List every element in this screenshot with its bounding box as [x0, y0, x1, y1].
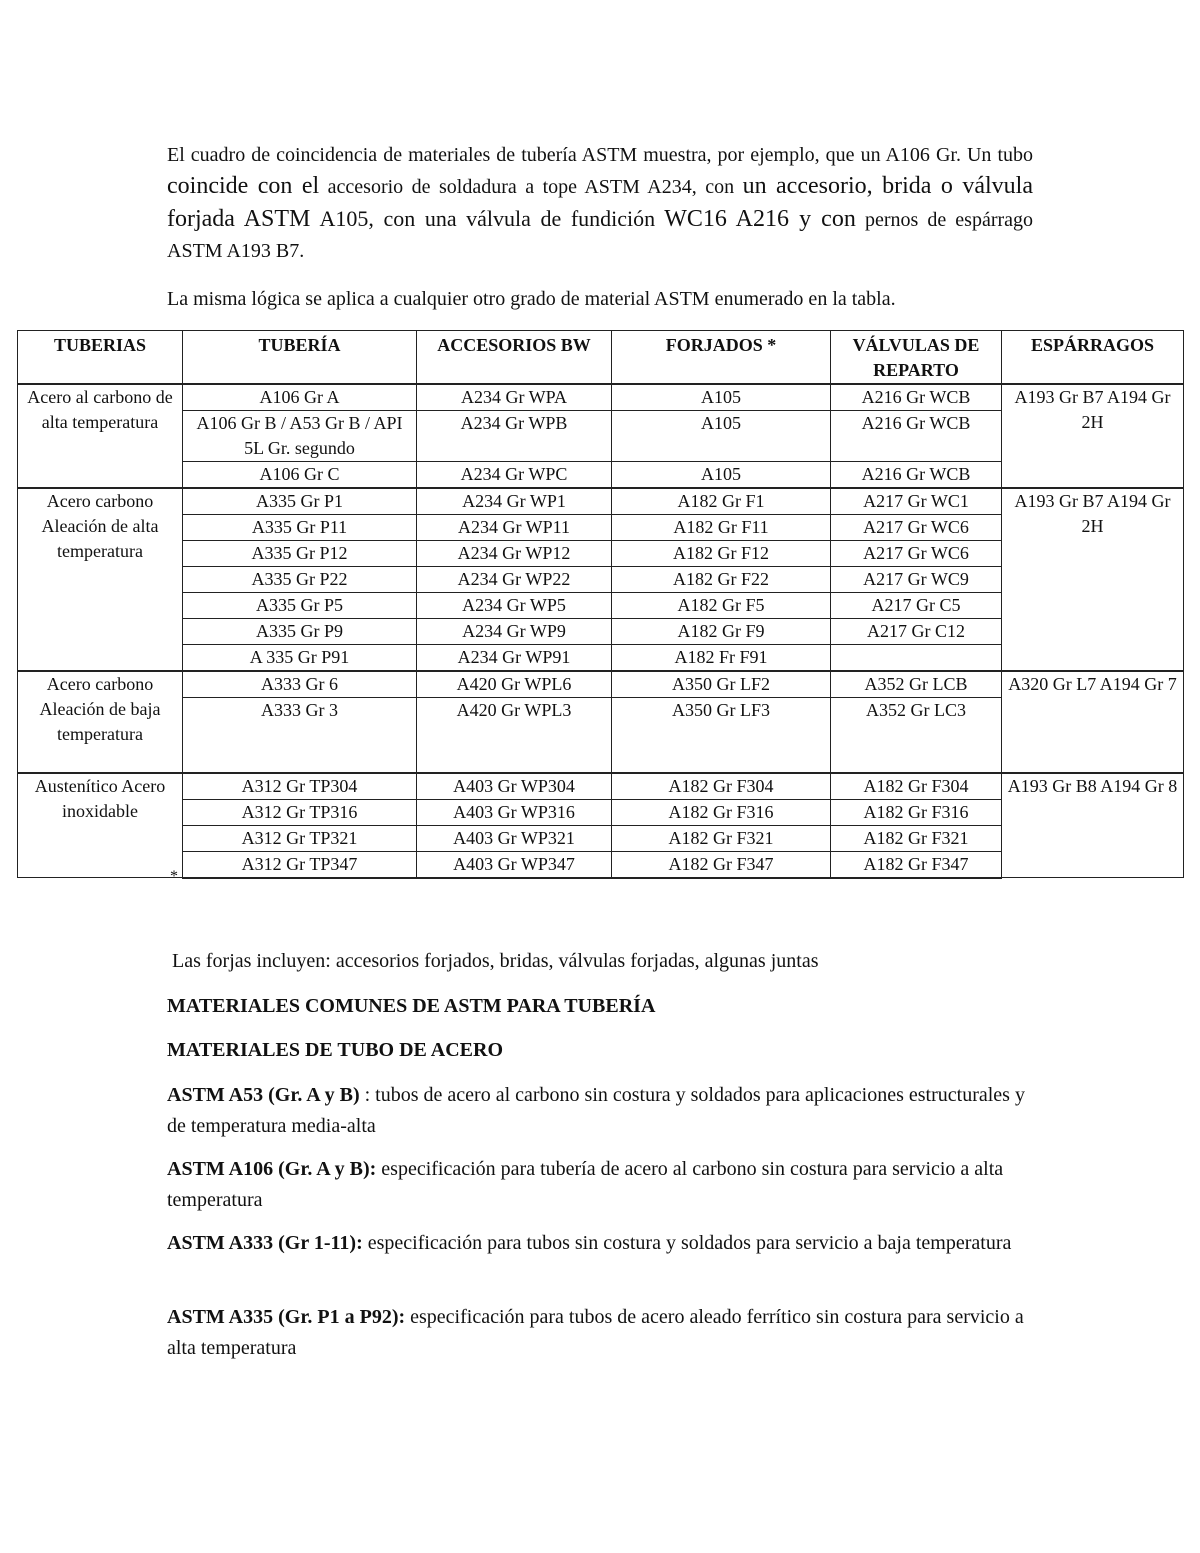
- category-cell: Acero carbono Aleación de alta temperatura: [18, 488, 183, 671]
- pipe-cell: A312 Gr TP347: [183, 851, 417, 878]
- forging-cell: A182 Fr F91: [612, 645, 831, 672]
- spec-a106: [167, 1154, 1033, 1216]
- valve-cell: A352 Gr LC3: [831, 698, 1002, 773]
- intro-text-2: un accesorio, brida o válvula forjada ASTM: [167, 173, 1033, 232]
- pipe-cell: A106 Gr B / A53 Gr B / API 5L Gr. segundo: [183, 411, 417, 462]
- valve-cell: A217 Gr WC6: [831, 515, 1002, 541]
- intro-text-coincide: coincide con el: [167, 173, 320, 199]
- valve-cell: A182 Gr F316: [831, 799, 1002, 825]
- fitting-cell: A403 Gr WP304: [417, 773, 612, 800]
- forging-cell: A182 Gr F316: [612, 799, 831, 825]
- header-valvulas: VÁLVULAS DE REPARTO: [831, 331, 1002, 385]
- pipe-cell: A335 Gr P11: [183, 515, 417, 541]
- spec-description: especificación para tubería de acero al carbono sin costura para servicio a alta temperatura: [167, 1158, 1004, 1211]
- forging-cell: A350 Gr LF3: [612, 698, 831, 773]
- forging-cell: A182 Gr F11: [612, 515, 831, 541]
- heading-common-materials: MATERIALES COMUNES DE ASTM PARA TUBERÍA: [167, 995, 656, 1017]
- intro-text-3: WC16 A216 y con: [664, 206, 856, 232]
- group-alloy-low-temp: [18, 671, 1184, 773]
- bolts-cell: A193 Gr B7 A194 Gr 2H: [1002, 488, 1184, 671]
- bolts-cell: A320 Gr L7 A194 Gr 7: [1002, 671, 1184, 773]
- forging-cell: A182 Gr F321: [612, 825, 831, 851]
- valve-cell: A217 Gr C5: [831, 593, 1002, 619]
- forging-cell: A182 Gr F9: [612, 619, 831, 645]
- category-cell: Austenítico Acero inoxidable: [18, 773, 183, 878]
- category-cell: Acero al carbono de alta temperatura: [18, 384, 183, 488]
- table-row: [18, 671, 1184, 698]
- fitting-cell: A234 Gr WPC: [417, 462, 612, 489]
- pipe-cell: A312 Gr TP316: [183, 799, 417, 825]
- intro-paragraph: [167, 140, 1033, 267]
- header-accesorios: ACCESORIOS BW: [417, 331, 612, 385]
- valve-cell: A352 Gr LCB: [831, 671, 1002, 698]
- fitting-cell: A403 Gr WP347: [417, 851, 612, 878]
- pipe-cell: A106 Gr A: [183, 384, 417, 411]
- fitting-cell: A234 Gr WPA: [417, 384, 612, 411]
- pipe-cell: A333 Gr 6: [183, 671, 417, 698]
- intro-text-1b: accesorio de soldadura a tope ASTM A234, con: [327, 176, 735, 198]
- valve-cell: A217 Gr C12: [831, 619, 1002, 645]
- pipe-cell: A335 Gr P22: [183, 567, 417, 593]
- pipe-cell: A335 Gr P9: [183, 619, 417, 645]
- table-row: [18, 488, 1184, 515]
- header-tuberias: TUBERIAS: [18, 331, 183, 385]
- pipe-cell: A335 Gr P5: [183, 593, 417, 619]
- pipe-cell: A106 Gr C: [183, 462, 417, 489]
- spec-a335: [167, 1302, 1033, 1364]
- spec-description: : tubos de acero al carbono sin costura y soldados para aplicaciones estructurales y de temperatura media-alta: [167, 1084, 1025, 1137]
- fitting-cell: A420 Gr WPL6: [417, 671, 612, 698]
- intro-text-3b: pernos de espárrago ASTM A193 B7.: [167, 209, 1034, 262]
- spec-description: especificación para tubos sin costura y soldados para servicio a baja temperatura: [362, 1232, 1012, 1254]
- valve-cell: A217 Gr WC9: [831, 567, 1002, 593]
- valve-cell: A216 Gr WCB: [831, 411, 1002, 462]
- intro-text-2b: A105, con una válvula de fundición: [319, 206, 656, 231]
- pipe-cell: A312 Gr TP304: [183, 773, 417, 800]
- group-stainless: [18, 773, 1184, 878]
- pipe-cell: A312 Gr TP321: [183, 825, 417, 851]
- valve-cell: [831, 645, 1002, 672]
- pipe-cell: A 335 Gr P91: [183, 645, 417, 672]
- fitting-cell: A234 Gr WP5: [417, 593, 612, 619]
- pipe-cell: A335 Gr P12: [183, 541, 417, 567]
- fitting-cell: A403 Gr WP316: [417, 799, 612, 825]
- header-tuberia: TUBERÍA: [183, 331, 417, 385]
- group-alloy-high-temp: [18, 488, 1184, 671]
- header-forjados: FORJADOS *: [612, 331, 831, 385]
- pipe-cell: A333 Gr 3: [183, 698, 417, 773]
- forging-cell: A105: [612, 462, 831, 489]
- forging-cell: A105: [612, 384, 831, 411]
- group-carbon-high-temp: [18, 384, 1184, 488]
- fitting-cell: A234 Gr WPB: [417, 411, 612, 462]
- intro-text-1: El cuadro de coincidencia de materiales de tubería ASTM muestra, por ejemplo, que un A106 Gr. Un tubo: [167, 144, 1033, 166]
- fitting-cell: A234 Gr WP91: [417, 645, 612, 672]
- footnote-text: Las forjas incluyen: accesorios forjados, bridas, válvulas forjadas, algunas juntas: [172, 950, 819, 972]
- valve-cell: A182 Gr F347: [831, 851, 1002, 878]
- spec-code: ASTM A333 (Gr 1-11):: [167, 1232, 363, 1254]
- materials-table: [17, 330, 1184, 879]
- spec-code: ASTM A335 (Gr. P1 a P92):: [167, 1306, 406, 1328]
- bolts-cell: A193 Gr B7 A194 Gr 2H: [1002, 384, 1184, 488]
- valve-cell: A216 Gr WCB: [831, 384, 1002, 411]
- pipe-cell: A335 Gr P1: [183, 488, 417, 515]
- heading-steel-pipe: MATERIALES DE TUBO DE ACERO: [167, 1039, 503, 1061]
- fitting-cell: A234 Gr WP12: [417, 541, 612, 567]
- valve-cell: A217 Gr WC6: [831, 541, 1002, 567]
- fitting-cell: A420 Gr WPL3: [417, 698, 612, 773]
- forging-cell: A105: [612, 411, 831, 462]
- spec-a333: [167, 1228, 1033, 1259]
- table-row: [18, 384, 1184, 411]
- forging-cell: A182 Gr F1: [612, 488, 831, 515]
- logic-paragraph: La misma lógica se aplica a cualquier otro grado de material ASTM enumerado en la tabla.: [167, 288, 896, 310]
- fitting-cell: A234 Gr WP11: [417, 515, 612, 541]
- spec-code: ASTM A53 (Gr. A y B): [167, 1084, 360, 1106]
- valve-cell: A217 Gr WC1: [831, 488, 1002, 515]
- bolts-cell: A193 Gr B8 A194 Gr 8: [1002, 773, 1184, 878]
- spec-code: ASTM A106 (Gr. A y B):: [167, 1158, 377, 1180]
- fitting-cell: A403 Gr WP321: [417, 825, 612, 851]
- footnote-asterisk: *: [170, 868, 178, 885]
- valve-cell: A216 Gr WCB: [831, 462, 1002, 489]
- forging-cell: A182 Gr F347: [612, 851, 831, 878]
- valve-cell: A182 Gr F304: [831, 773, 1002, 800]
- category-cell: Acero carbono Aleación de baja temperatura: [18, 671, 183, 773]
- table-row: [18, 773, 1184, 800]
- valve-cell: A182 Gr F321: [831, 825, 1002, 851]
- fitting-cell: A234 Gr WP9: [417, 619, 612, 645]
- forging-cell: A182 Gr F22: [612, 567, 831, 593]
- spec-a53: [167, 1080, 1033, 1142]
- forging-cell: A350 Gr LF2: [612, 671, 831, 698]
- forging-cell: A182 Gr F5: [612, 593, 831, 619]
- spec-description: especificación para tubos de acero aleado ferrítico sin costura para servicio a alta temperatura: [167, 1306, 1024, 1359]
- forging-cell: A182 Gr F304: [612, 773, 831, 800]
- table-header-row: [18, 331, 1184, 385]
- forging-cell: A182 Gr F12: [612, 541, 831, 567]
- fitting-cell: A234 Gr WP1: [417, 488, 612, 515]
- header-esparragos: ESPÁRRAGOS: [1002, 331, 1184, 385]
- fitting-cell: A234 Gr WP22: [417, 567, 612, 593]
